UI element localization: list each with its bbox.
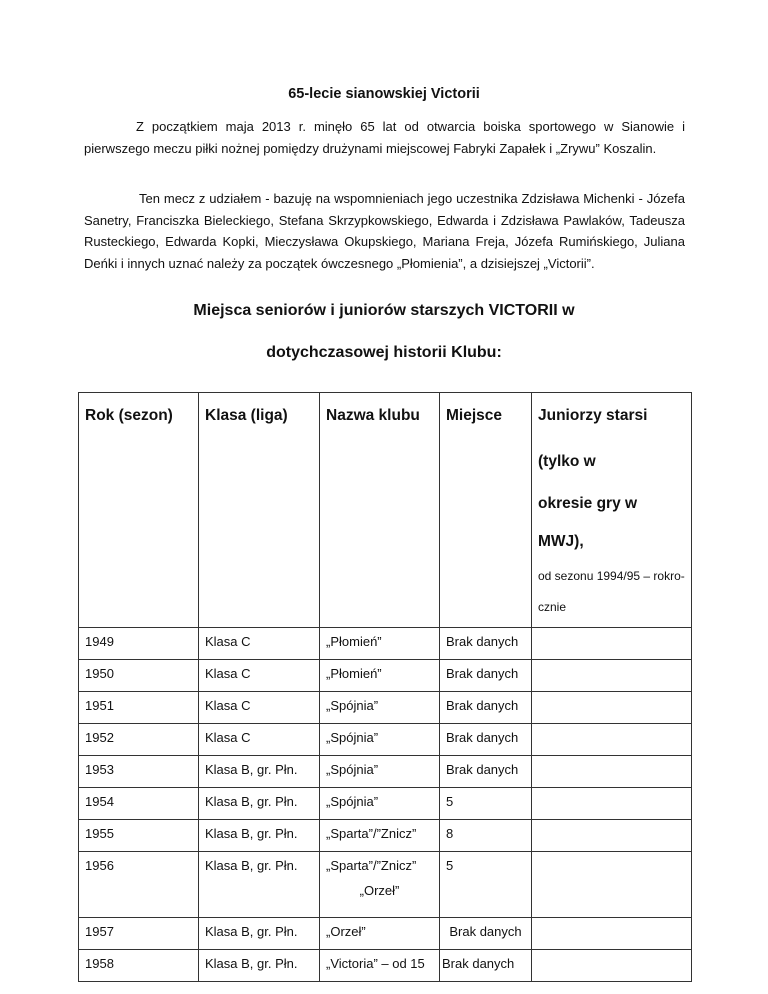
cell-juniorzy	[532, 918, 692, 950]
cell-klasa: Klasa C	[199, 660, 320, 692]
cell-rok: 1951	[79, 692, 199, 724]
table-row	[79, 724, 692, 756]
cell-klasa: Klasa B, gr. Płn.	[199, 788, 320, 820]
cell-juniorzy	[532, 628, 692, 660]
cell-rok: 1956	[79, 852, 199, 918]
header-juniorzy-line4: cznie	[538, 600, 567, 614]
cell-miejsce: Brak danych	[440, 724, 532, 756]
cell-nazwa: „Spójnia”	[320, 788, 440, 820]
history-table	[78, 392, 692, 982]
cell-rok: 1955	[79, 820, 199, 852]
cell-juniorzy	[532, 788, 692, 820]
table-row	[79, 756, 692, 788]
cell-nazwa: „Spójnia”	[320, 724, 440, 756]
cell-miejsce: Brak danych	[440, 756, 532, 788]
table-row	[79, 852, 692, 918]
second-paragraph	[84, 188, 685, 274]
cell-juniorzy	[532, 692, 692, 724]
cell-nazwa	[320, 852, 440, 918]
table-row	[79, 660, 692, 692]
header-juniorzy-line1: Juniorzy starsi (tylko w	[538, 407, 648, 470]
cell-miejsce: 5	[440, 788, 532, 820]
cell-rok: 1957	[79, 918, 199, 950]
cell-nazwa-line2: „Orzeł”	[359, 883, 400, 898]
cell-nazwa: „Sparta”/”Znicz”	[320, 820, 440, 852]
cell-miejsce: Brak danych	[440, 692, 532, 724]
cell-juniorzy	[532, 756, 692, 788]
section-heading-line2: dotychczasowej historii Klubu:	[266, 344, 502, 361]
intro-paragraph	[84, 116, 685, 159]
cell-miejsce: 8	[440, 820, 532, 852]
cell-miejsce: Brak danych	[440, 628, 532, 660]
table-row	[79, 788, 692, 820]
cell-juniorzy	[532, 852, 692, 918]
header-juniorzy	[532, 393, 692, 628]
cell-juniorzy	[532, 950, 692, 982]
cell-nazwa: „Victoria” – od 15	[320, 950, 440, 982]
cell-klasa: Klasa C	[199, 724, 320, 756]
cell-miejsce: Brak danych	[440, 918, 532, 950]
cell-rok: 1950	[79, 660, 199, 692]
cell-nazwa: „Orzeł”	[320, 918, 440, 950]
header-rok: Rok (sezon)	[79, 393, 199, 628]
header-juniorzy-line2: okresie gry w MWJ),	[538, 495, 638, 550]
cell-klasa: Klasa B, gr. Płn.	[199, 852, 320, 918]
section-heading-line1: Miejsca seniorów i juniorów starszych VICTORII w	[193, 302, 575, 319]
intro-paragraph-text: Z początkiem maja 2013 r. minęło 65 lat od otwarcia boiska sportowego w Sianowie i pierwszego meczu piłki nożnej pomiędzy drużynami miejscowej Fabryki Zapałek i „Zrywu” Koszalin.	[84, 119, 685, 156]
cell-miejsce: 5	[440, 852, 532, 918]
cell-rok: 1952	[79, 724, 199, 756]
cell-rok: 1954	[79, 788, 199, 820]
header-miejsce: Miejsce	[440, 393, 532, 628]
header-nazwa: Nazwa klubu	[320, 393, 440, 628]
table-header-row	[79, 393, 692, 628]
cell-miejsce: Brak danych	[440, 950, 532, 982]
cell-nazwa: „Płomień”	[320, 628, 440, 660]
cell-rok: 1949	[79, 628, 199, 660]
cell-juniorzy	[532, 660, 692, 692]
cell-klasa: Klasa B, gr. Płn.	[199, 756, 320, 788]
table-row	[79, 918, 692, 950]
cell-nazwa: „Spójnia”	[320, 756, 440, 788]
cell-rok: 1953	[79, 756, 199, 788]
table-row	[79, 692, 692, 724]
cell-nazwa: „Spójnia”	[320, 692, 440, 724]
table-row	[79, 820, 692, 852]
cell-juniorzy	[532, 724, 692, 756]
cell-klasa: Klasa C	[199, 628, 320, 660]
document-title: 65-lecie sianowskiej Victorii	[288, 86, 480, 102]
cell-rok: 1958	[79, 950, 199, 982]
cell-miejsce: Brak danych	[440, 660, 532, 692]
header-juniorzy-line3: od sezonu 1994/95 – rokro-	[538, 569, 685, 583]
cell-juniorzy	[532, 820, 692, 852]
cell-klasa: Klasa B, gr. Płn.	[199, 918, 320, 950]
table-row	[79, 628, 692, 660]
cell-klasa: Klasa C	[199, 692, 320, 724]
cell-nazwa-line1: „Sparta”/”Znicz”	[326, 858, 417, 873]
cell-klasa: Klasa B, gr. Płn.	[199, 950, 320, 982]
table-row	[79, 950, 692, 982]
cell-nazwa: „Płomień”	[320, 660, 440, 692]
cell-klasa: Klasa B, gr. Płn.	[199, 820, 320, 852]
header-klasa: Klasa (liga)	[199, 393, 320, 628]
second-paragraph-text: Ten mecz z udziałem - bazuję na wspomnieniach jego uczestnika Zdzisława Michenki - Józefa Sanetry, Franciszka Bieleckiego, Stefana Skrzypkowskiego, Edwarda i Zdzisława Pawlaków, Tadeusza Rusteckiego, Edwarda Kopki, Mieczysława Okupskiego, Mariana Freja, Józefa Rumińskiego, Juliana Deńki i innych uznać należy za początek ówczesnego „Płomienia”, a dzisiejszej „Victorii”.	[84, 191, 685, 271]
